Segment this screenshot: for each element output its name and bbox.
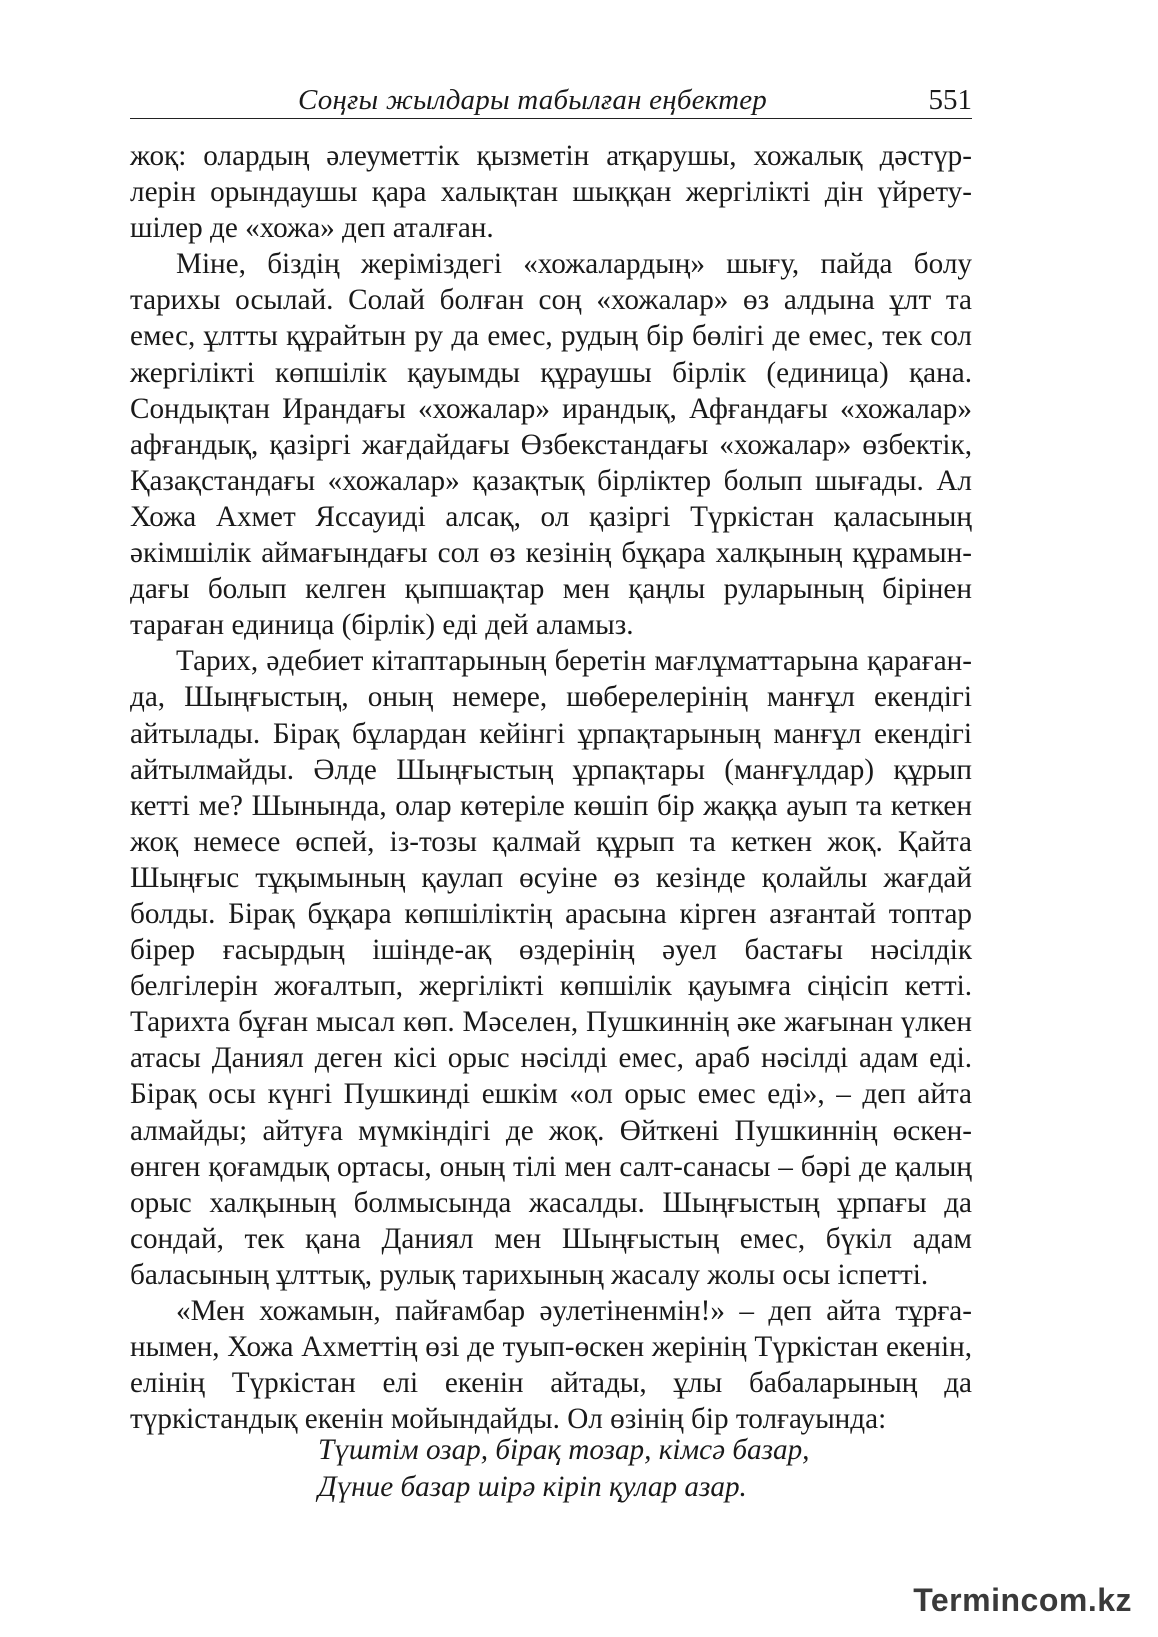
- paragraph-continued: жоқ: олардың әлеуметтік қызметін атқарушы, хожалық дәстүр-лерін орындаушы қара халықтан шыққан жергілікті дін үйрету-шілер де «хожа» деп аталған.: [130, 140, 972, 245]
- running-header: [130, 82, 972, 119]
- poem-quote: [318, 1432, 809, 1505]
- paragraph: «Мен хожамын, пайғамбар әулетіненмін!» – деп айта тұрға-нымен, Хожа Ахметтің өзі де туып-өскен жерінің Түркістан екенін, елінің Түркістан елі екенін айтады, ұлы бабаларының да түркістандық екенін мойындайды. Ол өзінің бір толғауында:: [130, 1295, 972, 1436]
- watermark-text: Termincom.kz: [913, 1582, 1132, 1618]
- body-text: [130, 138, 972, 1437]
- poem-line: Дүние базар шірә кіріп қулар азар.: [318, 1470, 747, 1503]
- running-title: Соңғы жылдары табылған еңбектер: [298, 84, 767, 116]
- paragraph: Тарих, әдебиет кітаптарының беретін мағлұматтарына қараған-да, Шыңғыстың, оның немере, шөберелерінің манғұл екендігі айтылады. Бірақ бұлардан кейінгі ұрпақтарының манғұл екендігі айтылмайды. Әлде Шыңғыстың ұрпақтары (манғұлдар) құрып кетті ме? Шынында, олар көтеріле көшіп бір жаққа ауып та кеткен жоқ немесе өспей, із-тозы қалмай құрып та кеткен жоқ. Қайта Шыңғыс тұқымының қаулап өсуіне өз кезінде қолайлы жағдай болды. Бірақ бұқара көпшіліктің арасына кірген азғантай топтар бірер ғасырдың ішінде-ақ өздерінің әуел бастағы нәсілдік белгілерін жоғалтып, жергілікті көпшілік қауымға сіңісіп кетті. Тарихта бұған мысал көп. Мәселен, Пушкиннің әке жағынан үлкен атасы Даниял деген кісі орыс нәсілді емес, араб нәсілді адам еді. Бірақ осы күнгі Пушкинді ешкім «ол орыс емес еді», – деп айта алмайды; айтуға мүмкіндігі де жоқ. Өйткені Пушкиннің өскен-өнген қоғамдық ортасы, оның тілі мен салт-санасы – бәрі де қалың орыс халқының болмысында жасалды. Шыңғыстың ұрпағы да сондай, тек қана Даниял мен Шыңғыстың емес, бүкіл адам баласының ұлттық, рулық тарихының жасалу жолы осы іспетті.: [130, 645, 972, 1291]
- page-number: 551: [928, 84, 972, 116]
- watermark-logo: [913, 1582, 1132, 1619]
- paragraph: Міне, біздің жеріміздегі «хожалардың» шығу, пайда болу тарихы осылай. Солай болған соң «хожалар» өз алдына ұлт та емес, ұлтты құрайтын ру да емес, рудың бір бөлігі де емес, тек сол жергілікті көпшілік қауымды құраушы бірлік (единица) қана. Сондықтан Ирандағы «хожалар» ирандық, Афғандағы «хожалар» афғандық, қазіргі жағдайдағы Өзбекстандағы «хожалар» өзбектік, Қазақстандағы «хожалар» қазақтық бірліктер болып шығады. Ал Хожа Ахмет Яссауиді алсақ, ол қазіргі Түркістан қаласының әкімшілік аймағындағы сол өз кезінің бұқара халқының құрамын-дағы болып келген қыпшақтар мен қаңлы руларының бірінен тараған единица (бірлік) еді дей аламыз.: [130, 248, 972, 642]
- poem-line: Түштім озар, бірақ тозар, кімсә базар,: [318, 1434, 810, 1466]
